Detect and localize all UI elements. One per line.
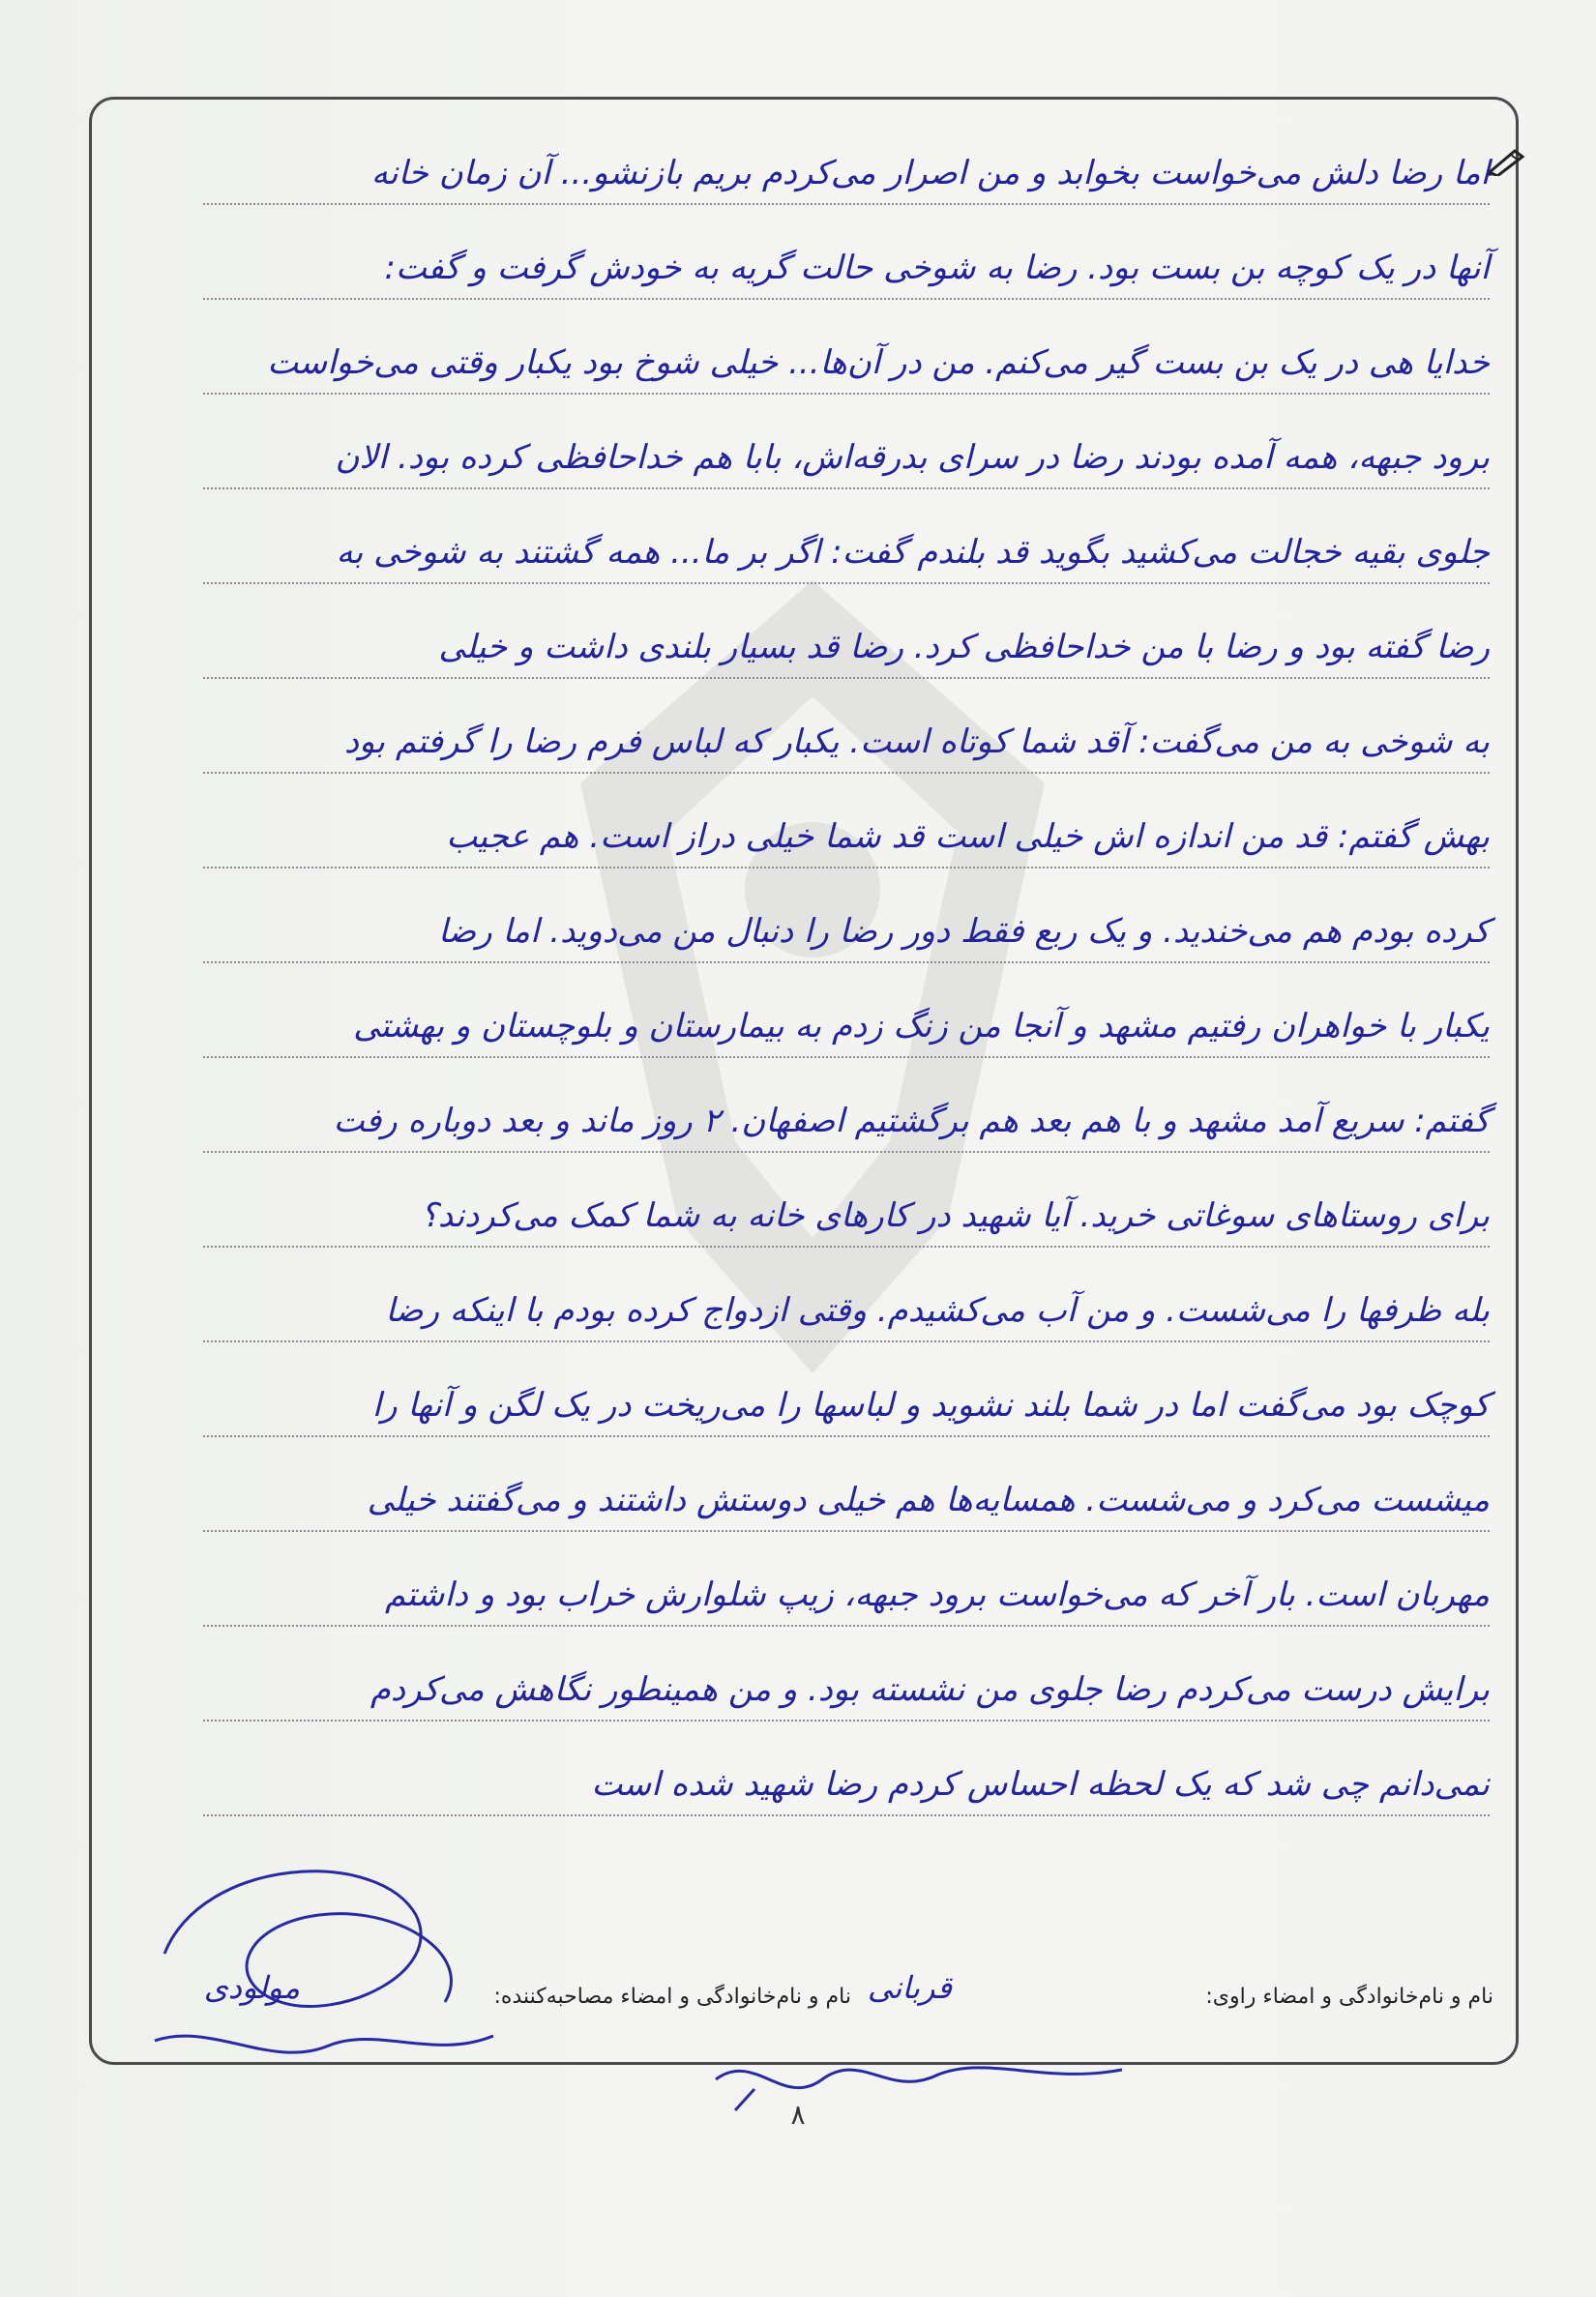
text-line-17: برایش درست می‌کردم رضا جلوی من نشسته بود. و من همینطور نگاهش می‌کردم xyxy=(203,1660,1490,1722)
narrator-signature-icon xyxy=(126,1838,532,2089)
text-line-14: کوچک بود می‌گفت اما در شما بلند نشوید و لباسها را می‌ریخت در یک لگن و آنها را xyxy=(203,1375,1490,1437)
interviewer-label: نام و نام‌خانوادگی و امضاء مصاحبه‌کننده: xyxy=(493,1985,851,2009)
text-line-6: رضا گفته بود و رضا با من خداحافظی کرد. رضا قد بسیار بلندی داشت و خیلی xyxy=(203,617,1490,679)
text-line-18: نمی‌دانم چی شد که یک لحظه احساس کردم رضا شهید شده است xyxy=(203,1754,1490,1816)
text-line-10: یکبار با خواهران رفتیم مشهد و آنجا من زنگ زدم به بیمارستان و بلوچستان و بهشتی xyxy=(203,996,1490,1058)
text-line-8: بهش گفتم: قد من اندازه اش خیلی است قد شما خیلی دراز است. هم عجیب xyxy=(203,807,1490,869)
narrator-name: مولودی xyxy=(203,1969,300,2006)
text-line-2: آنها در یک کوچه بن بست بود. رضا به شوخی حالت گریه به خودش گرفت و گفت: xyxy=(203,238,1490,300)
text-line-3: خدایا هی در یک بن بست گیر می‌کنم. من در آن‌ها... خیلی شوخ بود یکبار وقتی می‌خواست xyxy=(203,333,1490,395)
text-line-5: جلوی بقیه خجالت می‌کشید بگوید قد بلندم گفت: اگر بر ما... همه گشتند به شوخی به xyxy=(203,522,1490,584)
text-line-12: برای روستاهای سوغاتی خرید. آیا شهید در کارهای خانه به شما کمک می‌کردند؟ xyxy=(203,1186,1490,1248)
text-line-1: اما رضا دلش می‌خواست بخوابد و من اصرار می‌کردم بریم بازنشو... آن زمان خانه xyxy=(203,143,1490,205)
text-line-16: مهربان است. بار آخر که می‌خواست برود جبهه، زیپ شلوارش خراب بود و داشتم xyxy=(203,1565,1490,1627)
interviewer-signature-icon xyxy=(696,2041,1141,2118)
pen-icon xyxy=(1486,147,1528,176)
interviewer-name: قربانی xyxy=(867,1969,952,2006)
page-number: ۸ xyxy=(790,2099,806,2131)
narrator-label: نام و نام‌خانوادگی و امضاء راوی: xyxy=(1205,1985,1493,2009)
text-line-11: گفتم: سریع آمد مشهد و با هم بعد هم برگشتیم اصفهان. ۲ روز ماند و بعد دوباره رفت xyxy=(203,1091,1490,1153)
text-line-15: میشست می‌کرد و می‌شست. همسایه‌ها هم خیلی دوستش داشتند و می‌گفتند خیلی xyxy=(203,1470,1490,1532)
text-line-13: بله ظرفها را می‌شست. و من آب می‌کشیدم. وقتی ازدواج کرده بودم با اینکه رضا xyxy=(203,1281,1490,1342)
text-line-9: کرده بودم هم می‌خندید. و یک ربع فقط دور رضا را دنبال من می‌دوید. اما رضا xyxy=(203,901,1490,963)
text-line-7: به شوخی به من می‌گفت: آقد شما کوتاه است. یکبار که لباس فرم رضا را گرفتم بود xyxy=(203,712,1490,774)
text-line-4: برود جبهه، همه آمده بودند رضا در سرای بدرقه‌اش، بابا هم خداحافظی کرده بود. الان xyxy=(203,427,1490,489)
